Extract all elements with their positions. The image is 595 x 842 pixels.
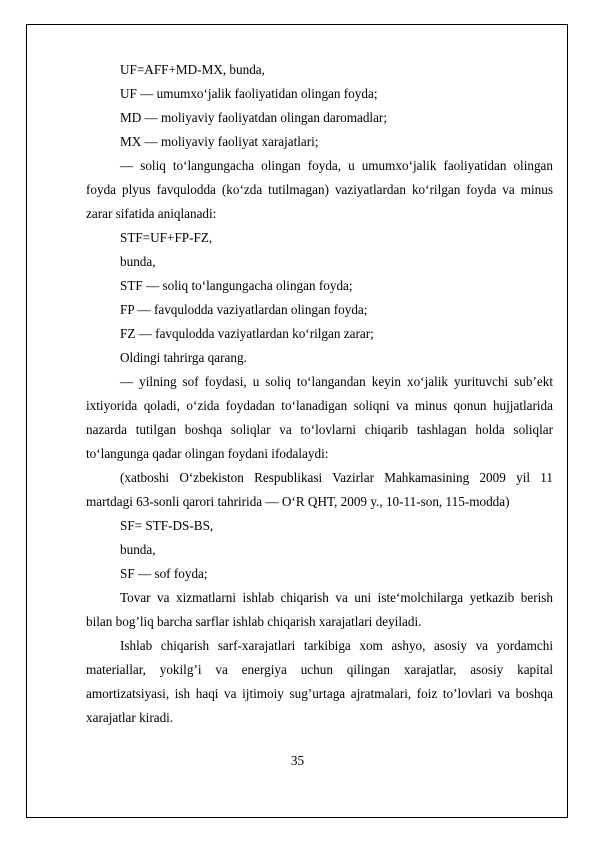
definition-fp: FP — favqulodda vaziyatlardan olingan foyda; — [120, 302, 368, 317]
previous-edition-note: Oldingi tahrirga qarang. — [120, 350, 247, 365]
bunda-label: bunda, — [120, 542, 156, 557]
paragraph-production-costs: Tovar va xizmatlarni ishlab chiqarish va uni iste‘molchilarga yetkazib berish bilan bog’liq barcha sarflar ishlab chiqarish xarajatlari deyiladi. — [86, 590, 553, 629]
definition-uf: UF — umumxo‘jalik faoliyatidan olingan foyda; — [120, 86, 378, 101]
formula-sf: SF= STF-DS-BS, — [120, 518, 214, 533]
page-number: 35 — [290, 753, 305, 768]
definition-sf: SF — sof foyda; — [120, 566, 208, 581]
document-body — [86, 58, 553, 730]
definition-md: MD — moliyaviy faoliyatdan olingan daromadlar; — [120, 110, 387, 125]
paragraph-amendment-note: (xatboshi O‘zbekiston Respublikasi Vazirlar Mahkamasining 2009 yil 11 martdagi 63-sonli qarori tahririda — O‘R QHT, 2009 y., 10-11-son, 115-modda) — [86, 470, 553, 509]
paragraph-net-profit: — yilning sof foydasi, u soliq to‘langandan keyin xo‘jalik yurituvchi sub’ekt ixtiyorida qoladi, o‘zida foydadan to‘lanadigan soliqni va minus qonun hujjatlarida nazarda tutilgan boshqa soliqlar va to‘lovlarni chiqarib tashlagan holda soliqlar to‘langunga qadar olingan foydani ifodalaydi: — [86, 374, 553, 461]
definition-mx: MX — moliyaviy faoliyat xarajatlari; — [120, 134, 319, 149]
formula-stf: STF=UF+FP-FZ, — [120, 230, 213, 245]
bunda-label: bunda, — [120, 254, 156, 269]
paragraph-pretax-profit: — soliq to‘langungacha olingan foyda, u umumxo‘jalik faoliyatidan olingan foyda plyus favqulodda (ko‘zda tutilmagan) vaziyatlardan ko‘rilgan foyda va minus zarar sifatida aniqlanadi: — [86, 158, 553, 221]
formula-uf: UF=AFF+MD-MX, bunda, — [120, 62, 265, 77]
definition-stf: STF — soliq to‘langungacha olingan foyda; — [120, 278, 353, 293]
paragraph-cost-components: Ishlab chiqarish sarf-xarajatlari tarkibiga xom ashyo, asosiy va yordamchi materiallar, yokilg’i va energiya uchun qilingan xarajatlar, asosiy kapital amortizatsiyasi, ish haqi va ijtimoiy sug’urtaga ajratmalari, foiz to’lovlari va boshqa xarajatlar kiradi. — [86, 638, 553, 725]
definition-fz: FZ — favqulodda vaziyatlardan ko‘rilgan zarar; — [120, 326, 374, 341]
